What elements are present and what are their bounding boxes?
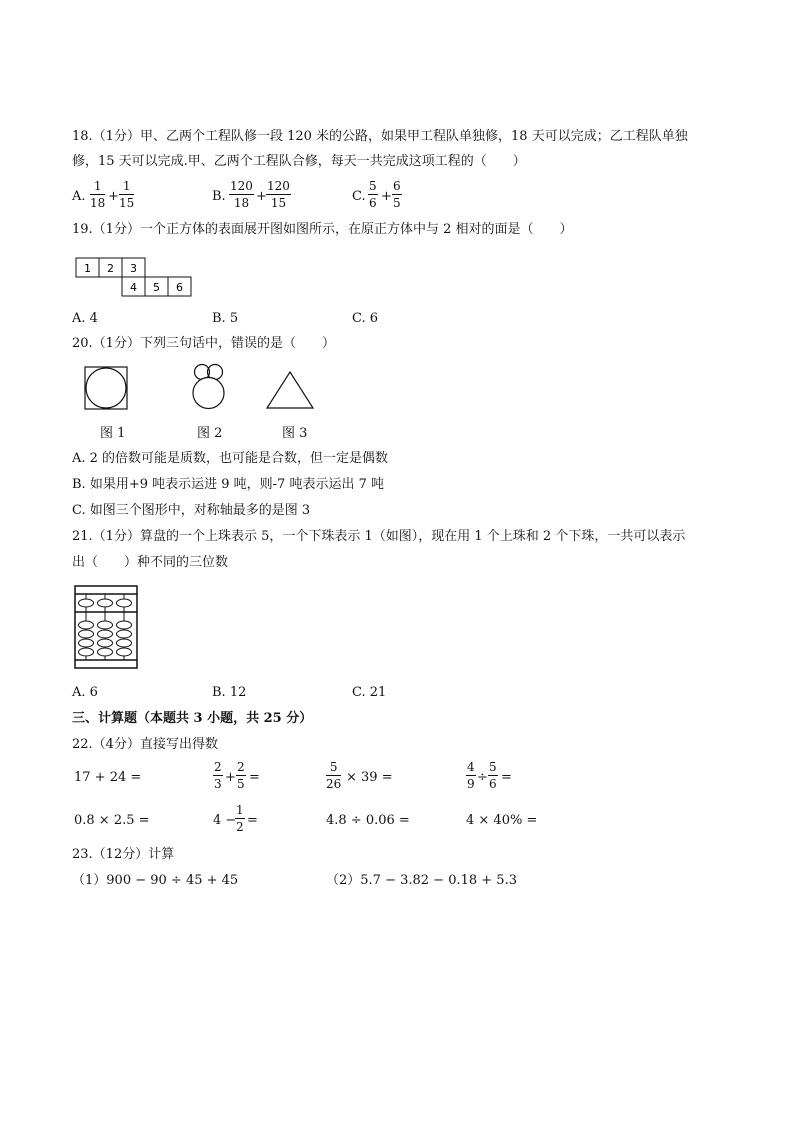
numerator: 1 — [119, 180, 134, 195]
numerator: 6 — [393, 179, 401, 193]
q22-text: 22.（4分）直接写出得数 — [72, 737, 218, 752]
q21-line1: 21.（1分）算盘的一个上珠表示 5，一个下珠表示 1（如图），现在用 1 个上珠和 2 个下珠，一共可以表示 — [72, 529, 686, 544]
numerator: 1 — [90, 180, 105, 195]
q22-expr-2-frac1 — [213, 761, 223, 790]
q19-text: 19.（1分）一个正方体的表面展开图如图所示，在原正方体中与 2 相对的面是（ ） — [72, 222, 573, 237]
numerator: 2 — [214, 760, 222, 774]
denominator: 3 — [214, 777, 222, 791]
q22-expr-6-frac — [235, 804, 245, 833]
numerator: 4 — [467, 760, 475, 774]
equals-sign: = — [249, 770, 260, 785]
abacus-lower-bead — [117, 648, 132, 656]
abacus-upper-bead — [117, 599, 132, 607]
q23-part-1: （1）900 − 90 ÷ 45 + 45 — [72, 873, 239, 888]
q21-line2: 出（ ）种不同的三位数 — [72, 555, 229, 570]
denominator: 6 — [369, 196, 377, 210]
numerator: 1 — [236, 803, 244, 817]
figure-circle-in-square — [84, 366, 130, 412]
abacus-lower-bead — [117, 621, 132, 629]
abacus-lower-bead — [79, 621, 94, 629]
q18-option-c-label: C. — [352, 189, 366, 204]
abacus-lower-bead — [98, 621, 113, 629]
q18-option-c-frac1 — [368, 180, 378, 209]
numerator: 120 — [267, 179, 290, 193]
circle-shape — [86, 368, 126, 408]
denominator: 6 — [489, 777, 497, 791]
section-3-title: 三、计算题（本题共 3 小题，共 25 分） — [72, 711, 313, 726]
denominator: 5 — [393, 196, 401, 210]
numerator: 2 — [237, 760, 245, 774]
denominator: 9 — [467, 777, 475, 791]
abacus-upper-bead — [79, 599, 94, 607]
fig1-caption: 图 1 — [100, 426, 126, 441]
divide-sign: ÷ — [477, 770, 488, 785]
abacus-lower-bead — [79, 630, 94, 638]
denominator: 2 — [236, 820, 244, 834]
q19-option-b: B. 5 — [212, 311, 239, 326]
q19-option-c: C. 6 — [352, 311, 379, 326]
numerator: 5 — [326, 761, 341, 776]
numerator: 120 — [230, 179, 253, 193]
cube-net-label: 3 — [130, 262, 137, 275]
q18-line2: 修，15 天可以完成.甲、乙两个工程队合修，每天一共完成这项工程的（ ） — [72, 154, 526, 169]
q20-option-b: B. 如果用+9 吨表示运进 9 吨，则-7 吨表示运出 7 吨 — [72, 477, 384, 492]
q18-option-b-label: B. — [212, 189, 226, 204]
q22-expr-2-frac2 — [236, 761, 246, 790]
abacus-lower-bead — [98, 630, 113, 638]
q22-expr-8: 4 × 40% = — [466, 813, 538, 828]
q18-option-b-frac1 — [229, 180, 254, 209]
plus-sign: + — [256, 189, 267, 204]
equals-sign: = — [501, 770, 512, 785]
q18-line1: 18.（1分）甲、乙两个工程队修一段 120 米的公路，如果甲工程队单独修，18 天可以完成；乙工程队单独 — [72, 129, 688, 144]
denominator: 18 — [90, 196, 106, 210]
plus-sign: + — [108, 189, 119, 204]
q22-expr-6-head: 4 − — [213, 813, 237, 828]
abacus-diagram — [74, 585, 140, 671]
plus-sign: + — [381, 189, 392, 204]
denominator: 18 — [233, 196, 250, 210]
q18-option-c-frac2 — [392, 180, 402, 209]
large-circle — [193, 378, 224, 409]
q18-option-b-frac2 — [266, 180, 291, 209]
abacus-lower-bead — [79, 639, 94, 647]
q22-expr-4-frac2 — [488, 761, 498, 790]
cube-net-diagram — [76, 258, 196, 298]
q21-option-a: A. 6 — [72, 685, 98, 700]
q20-option-c: C. 如图三个图形中，对称轴最多的是图 3 — [72, 503, 311, 518]
q20-option-a: A. 2 的倍数可能是质数，也可能是合数，但一定是偶数 — [72, 451, 389, 466]
q23-part-2: （2）5.7 − 3.82 − 0.18 + 5.3 — [326, 873, 517, 888]
q23-text: 23.（12分）计算 — [72, 847, 175, 862]
numerator: 5 — [489, 760, 497, 774]
denominator: 26 — [326, 777, 342, 791]
denominator: 15 — [119, 196, 135, 210]
figure-triangle — [266, 370, 316, 412]
q20-text: 20.（1分）下列三句话中，错误的是（ ） — [72, 336, 335, 351]
q22-expr-3-tail: × 39 = — [346, 770, 393, 785]
denominator: 15 — [270, 196, 287, 210]
fig2-caption: 图 2 — [197, 426, 223, 441]
q21-option-c: C. 21 — [352, 685, 387, 700]
cube-net-label: 4 — [130, 281, 137, 294]
square-shape — [85, 367, 127, 409]
triangle-shape — [267, 372, 313, 408]
cube-net-label: 1 — [84, 262, 91, 275]
abacus-lower-bead — [98, 648, 113, 656]
abacus-lower-bead — [117, 630, 132, 638]
q19-option-a: A. 4 — [72, 311, 98, 326]
q18-option-a-frac2 — [119, 180, 134, 209]
cube-net-label: 6 — [176, 281, 183, 294]
q22-expr-5: 0.8 × 2.5 = — [74, 813, 150, 828]
equals-sign: = — [247, 813, 258, 828]
fig3-caption: 图 3 — [282, 426, 308, 441]
abacus-lower-bead — [79, 648, 94, 656]
cube-net-label: 5 — [153, 281, 160, 294]
abacus-lower-bead — [98, 639, 113, 647]
numerator: 5 — [369, 179, 377, 193]
q22-expr-4-frac1 — [466, 761, 476, 790]
q22-expr-1: 17 + 24 = — [74, 770, 142, 785]
plus-sign: + — [225, 770, 236, 785]
figure-three-circles — [188, 363, 232, 411]
q18-option-a-label: A. — [72, 189, 86, 204]
abacus-lower-bead — [117, 639, 132, 647]
q22-expr-7: 4.8 ÷ 0.06 = — [326, 813, 410, 828]
denominator: 5 — [237, 777, 245, 791]
cube-net-label: 2 — [107, 262, 114, 275]
q18-option-a-frac1 — [90, 180, 105, 209]
abacus-upper-bead — [98, 599, 113, 607]
q21-option-b: B. 12 — [212, 685, 247, 700]
q22-expr-3-frac — [326, 761, 341, 790]
